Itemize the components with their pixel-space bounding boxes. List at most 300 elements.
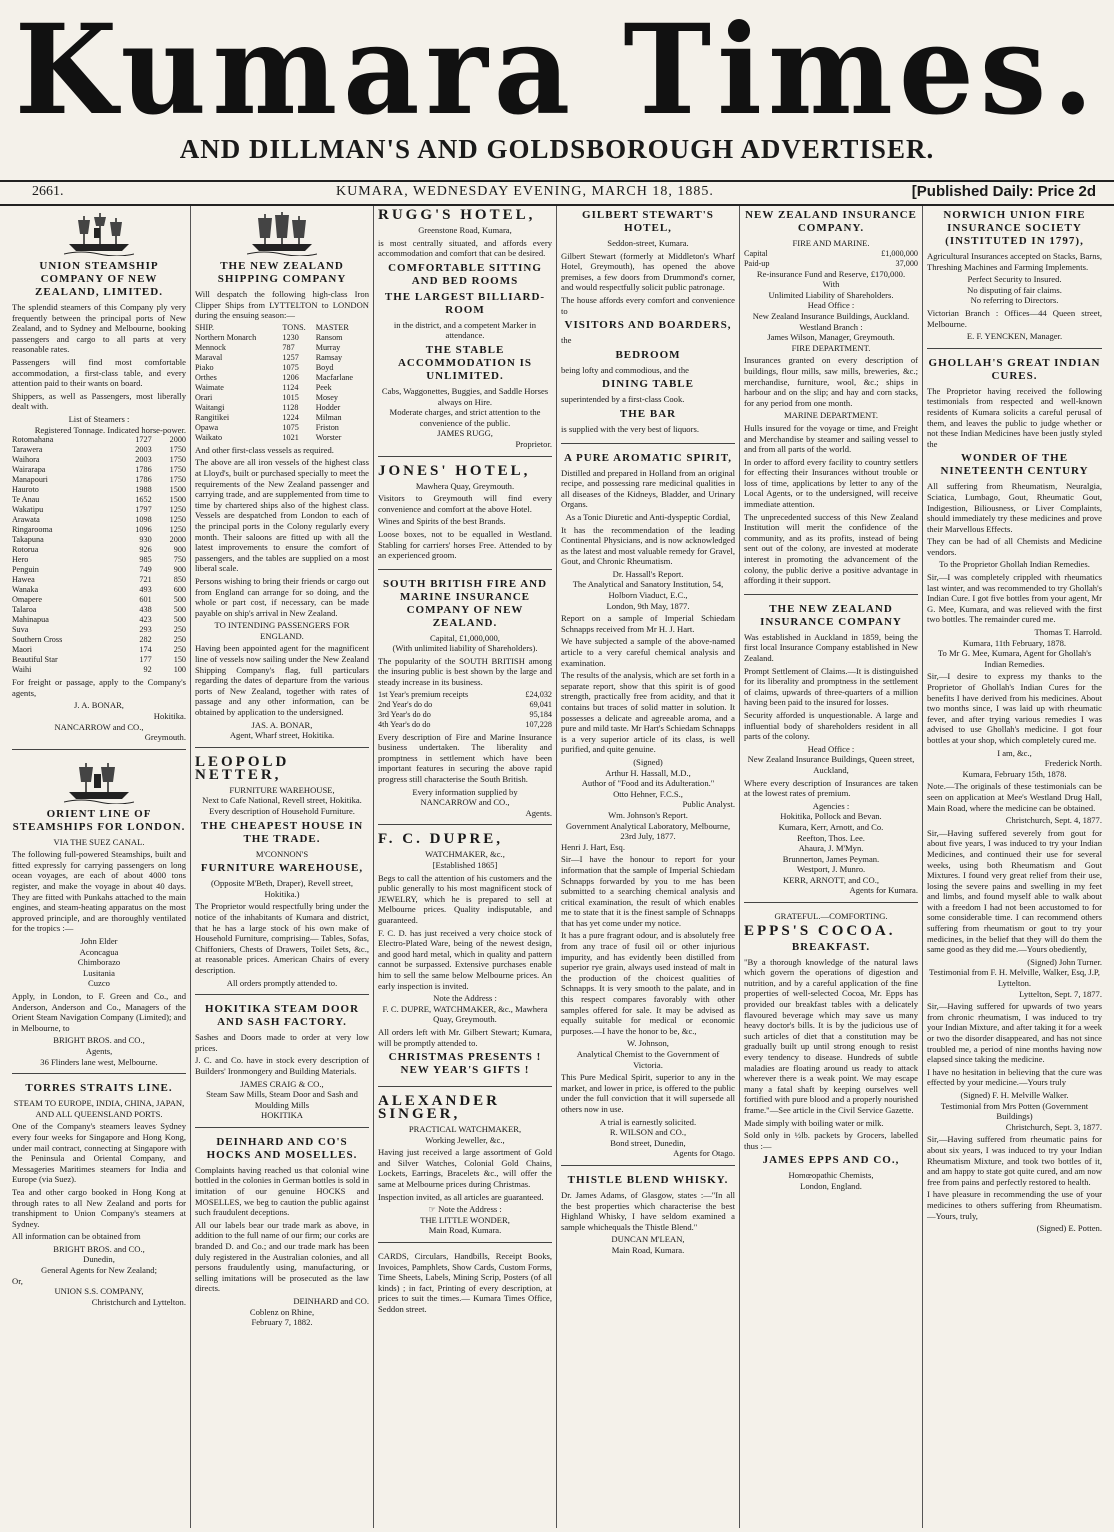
list-item: Chimborazo: [77, 957, 121, 968]
ad-text: The popularity of the SOUTH BRITISH among the insuring public is best shown by the large and steady increase in its business.: [378, 655, 552, 688]
table-cell: Maori: [12, 645, 33, 655]
steamer-row: [12, 525, 186, 535]
agent-location: Christchurch and Lyttelton.: [91, 1296, 186, 1307]
south-british-ad: [378, 578, 552, 826]
table-cell: 174: [139, 645, 152, 655]
table-cell: 1128: [282, 402, 299, 412]
agent-name: UNION S.S. COMPANY,: [54, 1286, 144, 1297]
testimonial-text: Sir,—I desire to express my thanks to the Proprietor of Ghollah's Indian Cures for the benefits I have derived from his medicines. About two months since, I was laid up with rheumatic fever, and after trying various remedies I was advised to use Ghollah's medicine. I got four bottles at your shop, which completely cured me.: [927, 671, 1102, 745]
agent-location: Greymouth.: [144, 732, 186, 743]
table-cell: 1257: [282, 352, 299, 362]
epps-cocoa-ad: [744, 911, 918, 1197]
ad-text: F. C. D. has just received a very choice stock of Electro-Plated Ware, being of the newest design, and good hard metal, which in quality and pattern cannot be surpassed. Extensive purchases enable him to sell the same below Melbourne prices. An early inspection is invited.: [378, 927, 552, 991]
ruggs-hotel-ad: [378, 209, 552, 457]
table-cell: 100: [173, 665, 186, 675]
clipper-row: [195, 393, 369, 403]
thistle-title: THISTLE BLEND WHISKY.: [567, 1173, 729, 1186]
ad-text: The following full-powered Steamships, built and fitted expressly for carrying passengers on long ocean voyages, are each of about 4000 tons register, and make the voyage in about 40 days. They are fitted with Punkahs attached to the main engines, and steam-heating apparatus on the most approved principle, and are thoroughly ventilated for the tropics :—: [12, 849, 186, 934]
table-cell: 749: [139, 565, 152, 575]
premium-row: [378, 690, 552, 700]
column-3: [374, 206, 557, 1528]
table-cell: Northern Monarch: [195, 332, 257, 342]
agent-name: R. WILSON and CO.,: [609, 1127, 687, 1138]
ad-address: James Wilson, Manager, Greymouth.: [767, 332, 895, 343]
ad-date: Kumara, 11th February, 1878.: [962, 637, 1067, 648]
table-cell: Wakatipu: [12, 505, 44, 515]
ad-address: Seddon-street, Kumara.: [607, 238, 689, 248]
table-cell: 2nd Year's do do: [378, 699, 433, 709]
table-cell: 1075: [282, 362, 299, 372]
ad-subheading: TO INTENDING PASSENGERS FOR ENGLAND.: [214, 620, 350, 641]
table-cell: 926: [139, 545, 152, 555]
table-cell: Friston: [315, 422, 339, 432]
ad-text: The splendid steamers of this Company ply very frequently between the principal ports of New Zealand, and to Sydney and Melbourne, booking passengers and cargo to all parts at very reasonable rates.: [12, 302, 186, 355]
table-cell: Takapuna: [12, 535, 44, 545]
ad-text: Every description of Fire and Marine Insurance business undertaken. The liberality and promptness in settlement which have been important features in securing the above rapid progress still characterise the South British.: [378, 731, 552, 785]
ad-subheading: AND ALL QUEENSLAND PORTS.: [35, 1108, 163, 1119]
ad-text: Note.—The originals of these testimonials can be seen on application at Mee's Westland Drug Hall, Main Road, where the medicine can be obtained.: [927, 781, 1102, 813]
ad-address: Mawhera Quay, Greymouth.: [415, 480, 515, 491]
deinhard-ad: [195, 1136, 369, 1334]
table-cell: 250: [173, 625, 186, 635]
agent-name: DUNCAN M'LEAN,: [611, 1234, 685, 1245]
ad-subheading: FIRE AND MARINE.: [792, 238, 870, 248]
list-item: Aconcagua: [79, 946, 119, 957]
ad-address: Main Road, Kumara.: [428, 1225, 502, 1236]
clipper-row: [195, 433, 369, 443]
agent-name: JAMES RUGG,: [437, 428, 493, 439]
table-cell: 1075: [282, 422, 299, 432]
ad-subheading: FURNITURE WAREHOUSE,: [200, 862, 364, 875]
ad-date: Kumara, February 15th, 1878.: [962, 768, 1067, 779]
steamer-row: [12, 635, 186, 645]
table-cell: Hodder: [315, 402, 341, 412]
printing-ad: [378, 1251, 552, 1323]
table-cell: 1750: [169, 475, 186, 485]
table-cell: 4th Year's do do: [378, 719, 431, 729]
table-cell: Suva: [12, 625, 29, 635]
ad-address: (Opposite M'Beth, Draper), Revell street, Hokitika.): [210, 878, 354, 899]
agent-name: JAMES CRAIG & CO.,: [240, 1078, 324, 1089]
ad-text: Head Office :: [807, 300, 855, 311]
column-header: MASTER: [315, 322, 349, 332]
table-cell: 600: [173, 585, 186, 595]
table-cell: Omapere: [12, 595, 43, 605]
agent-address: Bond street, Dunedin,: [610, 1137, 686, 1148]
agent-role: General Agents for New Zealand;: [41, 1265, 157, 1276]
capital-row: [744, 249, 918, 259]
testimonial-text: Sir,—I was completely crippled with rheumatics last winter, and was recommended to try Ghollah's Indian Cure. I got five bottles from your agent, Mr G. Mee, Kumara, and was relieved with the first two bottles. The remainder cured me.: [927, 572, 1102, 625]
ad-date: Christchurch, Sept. 3, 1877.: [1005, 1121, 1102, 1132]
ruggs-title: RUGG'S HOTEL,: [378, 207, 536, 223]
steamer-row: [12, 515, 186, 525]
agent-location: Coblenz on Rhine,: [249, 1306, 315, 1317]
list-item: Westport, J. Munro.: [796, 864, 866, 875]
table-cell: 92: [143, 665, 152, 675]
table-cell: Beautiful Star: [12, 655, 58, 665]
ad-subheading: DINING TABLE: [602, 378, 694, 391]
steamer-row: [12, 455, 186, 465]
agent-name: JAS. A. BONAR,: [251, 719, 313, 730]
table-cell: 900: [173, 565, 186, 575]
signature: Thomas T. Harrold.: [1034, 627, 1102, 638]
ad-text: This Pure Medical Spirit, superior to any in the market, and lower in price, is offered to the public under the full conviction that it will supersede all others now in use.: [561, 1072, 735, 1114]
table-cell: 438: [139, 605, 152, 615]
ad-subheading: VIA THE SUEZ CANAL.: [53, 836, 145, 847]
ad-subheading: WONDER OF THE NINETEENTH CENTURY: [940, 452, 1089, 478]
ad-address: Victorian Branch : Offices—44 Queen street, Melbourne.: [927, 307, 1102, 329]
singer-ad: [378, 1095, 552, 1243]
table-cell: 1727: [135, 435, 152, 445]
ad-text: The house affords every comfort and convenience to: [561, 294, 735, 316]
ad-subheading: THE CHEAPEST HOUSE IN THE TRADE.: [200, 819, 364, 845]
ad-subheading: GRATEFUL.—COMFORTING.: [774, 911, 888, 922]
nz-shipping-title: THE NEW ZEALAND SHIPPING COMPANY: [217, 260, 347, 285]
report-heading: Wm. Johnson's Report.: [608, 809, 688, 820]
orient-line-title: ORIENT LINE OF STEAMSHIPS FOR LONDON.: [12, 807, 186, 833]
ad-text: Or,: [12, 1275, 23, 1286]
agent-name: KERR, ARNOTT, and CO.,: [782, 874, 880, 885]
ad-address: New Zealand Insurance Buildings, Queen street, Auckland,: [747, 754, 915, 775]
agent-address: Agent, Wharf street, Hokitika.: [229, 730, 335, 741]
table-cell: Ramsay: [315, 352, 343, 362]
ad-text: With: [822, 279, 840, 290]
deinhard-title: DEINHARD AND CO'S HOCKS AND MOSELLES.: [206, 1135, 358, 1161]
ad-address: F. C. DUPRE, WATCHMAKER, &c., Mawhera Quay, Greymouth.: [382, 1003, 548, 1025]
steamer-row: [12, 665, 186, 675]
signature: (Signed) F. H. Melville Walker.: [960, 1089, 1069, 1100]
signature: W. Johnson,: [627, 1038, 669, 1049]
table-cell: 850: [173, 575, 186, 585]
column-5: [740, 206, 923, 1528]
list-item: Perfect Security to Insured.: [967, 274, 1062, 285]
table-cell: Rangitikei: [195, 412, 230, 422]
ad-text: is supplied with the very best of liquors.: [561, 423, 699, 434]
table-cell: 2003: [135, 455, 152, 465]
ad-text: Wines and Spirits of the best Brands.: [378, 516, 506, 527]
table-cell: 1988: [135, 485, 152, 495]
signature: Frederick North.: [1044, 758, 1102, 769]
ghollah-title: GHOLLAH'S GREAT INDIAN CURES.: [928, 356, 1101, 382]
steamer-row: [12, 465, 186, 475]
table-cell: 1230: [282, 332, 299, 342]
table-cell: 293: [139, 625, 152, 635]
ad-address: THE LITTLE WONDER,: [420, 1214, 510, 1225]
ghollah-ad: [927, 357, 1102, 1240]
steamer-row: [12, 555, 186, 565]
steamer-row: [12, 445, 186, 455]
table-cell: Waihi: [12, 665, 32, 675]
column-2: [191, 206, 374, 1528]
ad-address: Greenstone Road, Kumara,: [418, 225, 512, 235]
steamer-row: [12, 645, 186, 655]
ad-subheading: STEAM TO EUROPE, INDIA, CHINA, JAPAN,: [13, 1098, 185, 1109]
ad-text: (Signed): [633, 756, 663, 767]
agent-role: Agents for Kumara.: [849, 885, 918, 896]
table-cell: Rotorua: [12, 545, 39, 555]
steamer-list-columns: Registered Tonnage. Indicated horse-power.: [34, 424, 186, 435]
ad-text: "By a thorough knowledge of the natural laws which govern the operations of digestion and nutrition, and by a careful application of the fine properties of well-selected Cocoa, Mr. Epps has provided our breakfast tables with a delicately flavoured beverage which may save us many heavy doctor's bills. It is by the judicious use of such articles of diet that a constitution may be gradually built up until strong enough to resist every tendency to disease. Hundreds of subtle maladies are floating around us ready to attack wherever there is a weak point. We may escape many a fatal shaft by keeping ourselves well fortified with pure blood and a properly nourished frame."—See article in the Civil Service Gazette.: [744, 956, 918, 1115]
testimonial-heading: Testimonial from Mrs Potten (Government Buildings): [940, 1100, 1089, 1122]
ad-text: being lofty and commodious, and the: [561, 364, 689, 375]
table-cell: 900: [173, 545, 186, 555]
ad-text: Unlimited Liability of Shareholders.: [768, 289, 894, 300]
singer-title: ALEXANDER SINGER,: [378, 1093, 501, 1123]
ad-text: Report on a sample of Imperial Schiedam Schnapps received from Mr H. J. Hart.: [561, 613, 735, 634]
dupre-ad: [378, 833, 552, 1087]
steamer-table: [12, 435, 186, 675]
testimonial-text: Sir,—Having suffered severely from gout for about five years, I was induced to try your Indian Medicines, and continued their use for several weeks, using both Rheumatism and Gout Mixtures. I found very great relief from their use, losing the severe pains and swelling in my feet and limbs, and found myself able to walk about with a freedom I had not been accustomed to for some considerable time. I can recommend others suffering from rheumatism or gout to try your medicines, in the belief that they will do them the same good as they did me.—Yours obediently,: [927, 827, 1102, 955]
list-item: Ahaura, J. M'Myn.: [798, 843, 864, 854]
table-cell: Southern Cross: [12, 635, 63, 645]
table-cell: 930: [139, 535, 152, 545]
ad-text: is most centrally situated, and affords every accommodation and comfort that can be desired.: [378, 237, 552, 259]
table-cell: Peek: [315, 382, 332, 392]
mcconnon-title: M'CONNON'S: [255, 848, 309, 859]
steamer-row: [12, 495, 186, 505]
pure-spirit-title: A PURE AROMATIC SPIRIT,: [563, 451, 733, 464]
steamer-row: [12, 565, 186, 575]
testimonial-text: I have no hesitation in believing that the cure was effected by your medicine.—Yours truly: [927, 1066, 1102, 1088]
table-cell: Mennock: [195, 342, 226, 352]
ad-text: One of the Company's steamers leaves Sydney every four weeks for Singapore and Hong Kong, under mail contract, connecting at Singapore with the Peninsula and Oriental Company, and Messageries Maritimes steamers for India and Europe (via Suez).: [12, 1121, 186, 1185]
ad-subheading: THE LARGEST BILLIARD-ROOM: [384, 290, 546, 316]
testimonial-text: Sir,—Having suffered for upwards of two years from chronic rheumatism, I was induced to try your Indian Mixture, and after taking it for a week or two the disorder disappeared, and has not since troubled me, a period of nine months having now elapsed since taking the medicine.: [927, 1001, 1102, 1065]
agent-name: DEINHARD and CO.: [293, 1296, 369, 1306]
column-header: TONS.: [282, 322, 306, 332]
table-cell: 2000: [169, 435, 186, 445]
table-cell: Talaroa: [12, 605, 37, 615]
ad-text: Note the Address :: [438, 1204, 502, 1215]
issue-number: 2661.: [32, 184, 64, 199]
table-cell: 282: [139, 635, 152, 645]
table-cell: Murray: [315, 342, 341, 352]
clipper-table: [195, 323, 369, 443]
table-cell: 37,000: [895, 258, 918, 268]
ad-text: I am, &c.,: [997, 747, 1032, 758]
ad-text: All orders left with Mr. Gilbert Stewart; Kumara, will be promptly attended to.: [378, 1026, 552, 1048]
jones-hotel-ad: [378, 462, 552, 570]
ad-text: in the district, and a competent Marker in attendance.: [393, 319, 537, 341]
table-cell: 1098: [135, 515, 152, 525]
orient-line-ad: [12, 758, 186, 1074]
hokitika-factory-ad: [195, 1003, 369, 1128]
table-cell: 493: [139, 585, 152, 595]
table-cell: Paid-up: [744, 258, 770, 268]
table-cell: 1224: [282, 412, 299, 422]
netter-furniture-ad: [195, 753, 369, 995]
ad-text: (With unlimited liability of Shareholders).: [392, 643, 538, 654]
table-cell: 423: [139, 615, 152, 625]
thistle-whisky-ad: [561, 1174, 735, 1262]
table-cell: 601: [139, 595, 152, 605]
ad-text: Persons wishing to bring their friends or cargo out from England can arrange for so doing, and the whole or part cost, if necessary, can be made payable on ship's arrival in New Zealand.: [195, 575, 369, 618]
clipper-row: [195, 333, 369, 343]
ad-text: All information can be obtained from: [12, 1231, 141, 1242]
capital-table: [744, 249, 918, 269]
ad-text: Gilbert Stewart (formerly at Middleton's Wharf Hotel, Greymouth), has opened the above premises, a few doors from Drummond's corner, and would respectfully solicit public patronage.: [561, 250, 735, 293]
ad-text: The unprecedented success of this New Zealand Institution will merit the confidence of the community, and as its profits, instead of being sent out of the colony, are invested at moderate interest in promoting the advancement of the colony, the public derive a positive advantage in affording it their support.: [744, 511, 918, 586]
table-cell: £24,032: [525, 689, 552, 699]
testimonial-heading: To the Proprietor Ghollah Indian Remedies.: [939, 559, 1090, 570]
agent-role: Agents for Otago.: [673, 1148, 735, 1159]
premium-row: [378, 710, 552, 720]
newspaper-subtitle: AND DILLMAN'S AND GOLDSBOROUGH ADVERTISER.: [179, 134, 935, 164]
ad-text: CARDS, Circulars, Handbills, Receipt Books, Invoices, Pamphlets, Show Cards, Custom Forms, Time Sheets, Labels, Mining Scrip, Posters (of all kinds) ; in fact, Printing of every description, at prices to suit the times.— Kumara Times Office, Seddon street.: [378, 1251, 552, 1314]
table-cell: Opawa: [195, 422, 219, 432]
table-cell: 69,041: [529, 699, 552, 709]
ad-text: Was established in Auckland in 1859, being the first local Insurance Company established in New Zealand.: [744, 631, 918, 663]
ad-text: Shippers, as well as Passengers, most liberally dealt with.: [12, 390, 186, 412]
table-cell: 95,184: [529, 709, 552, 719]
clipper-row: [195, 373, 369, 383]
ad-text: Dr. James Adams, of Glasgow, states :—"In all the best properties which characterise the best Highland Whisky, I have seldom examined a sample whichequals the Thistle Blend.": [561, 1189, 735, 1232]
ad-text: Westland Branch :: [799, 321, 863, 332]
ad-subheading: FIRE DEPARTMENT.: [791, 342, 871, 353]
ad-text: Insurances granted on every description of buildings, flour mills, saw mills, breweries, &c.; merchandise, furniture, wool, &c.; ships in harbour and on the slip; and hay and corn stacks, for any period from one month.: [744, 355, 918, 408]
ad-text: Security afforded is unquestionable. A large and influential body of shareholders resident in all parts of the colony.: [744, 709, 918, 742]
ad-subheading: FURNITURE WAREHOUSE,: [229, 784, 335, 795]
ad-subheading: MARINE DEPARTMENT.: [783, 410, 879, 421]
column-4: [557, 206, 740, 1528]
table-cell: 1750: [169, 445, 186, 455]
ad-text: We have subjected a sample of the above-named article to a very careful chemical analysis and examination.: [561, 636, 735, 668]
ad-text: Prompt Settlement of Claims.—It is distinguished for its liberality and promptness in the settlement of claims, upwards of three-quarters of a million having been paid to the insured for losses.: [744, 665, 918, 708]
columns: [8, 206, 1108, 1528]
agent-role: Agents.: [525, 807, 552, 818]
agent-location: Dunedin,: [83, 1254, 115, 1265]
steamer-row: [12, 545, 186, 555]
ad-text: Capital, £1,000,000,: [430, 632, 500, 643]
column-6: [923, 206, 1106, 1528]
table-cell: 1250: [169, 525, 186, 535]
nz-shipping-ad: [195, 210, 369, 748]
agent-name: NANCARROW and CO.,: [54, 721, 144, 732]
issue-date: KUMARA, WEDNESDAY EVENING, MARCH 18, 1885.: [336, 184, 714, 199]
clipper-row: [195, 343, 369, 353]
agent-role: Homœopathic Chemists,: [788, 1170, 874, 1181]
agencies-list: [744, 811, 918, 875]
pointing-hand-icon: ☞ Note the Address :: [428, 1204, 502, 1215]
ad-date: February 7, 1882.: [251, 1317, 313, 1328]
torres-straits-ad: [12, 1082, 186, 1313]
ship-illustration-icon: [247, 210, 317, 256]
hokitika-title: HOKITIKA STEAM DOOR AND SASH FACTORY.: [204, 1003, 360, 1029]
price-note: [Published Daily: Price 2d: [911, 183, 1096, 200]
ad-text: the: [561, 335, 572, 346]
agent-location: London, England.: [800, 1180, 862, 1191]
ship-illustration-icon: [64, 210, 134, 256]
union-steamship-ad: [12, 210, 186, 750]
ad-text: A trial is earnestly solicited.: [599, 1116, 697, 1127]
table-cell: 985: [139, 555, 152, 565]
table-cell: Waikato: [195, 432, 223, 442]
ad-subheading: PRACTICAL WATCHMAKER,: [408, 1124, 522, 1135]
table-cell: 1124: [282, 382, 299, 392]
ad-subheading: BREAKFAST.: [791, 940, 871, 953]
premium-row: [378, 720, 552, 730]
ad-text: superintended by a first-class Cook.: [561, 394, 685, 405]
ad-subheading: Working Jeweller, &c.,: [425, 1134, 505, 1145]
table-cell: Piako: [195, 362, 214, 372]
ad-address: The Analytical and Sanatory Institution, 54, Holborn Viaduct, E.C.,: [572, 579, 724, 601]
table-cell: 500: [173, 615, 186, 625]
table-cell: Mosey: [315, 392, 338, 402]
steamer-row: [12, 655, 186, 665]
ad-text: As a Tonic Diuretic and Anti-dyspeptic Cordial,: [565, 511, 731, 522]
ad-text: The Proprietor would respectfully bring under the notice of the inhabitants of Kumara and district, that he has a large stock of his own make of Household Furniture, comprising— Tables, Sofas, Chiffoniers, Chests of Drawers, Toilet Sets, &c., at reasonable prices. American Chairs of every description.: [195, 901, 369, 975]
ad-text: It has a pure fragrant odour, and is absolutely free from any trace of fusil oil or other injurious impurity, and has evidently been distilled from superior rye grain, always used instead of malt in the production of the choicest qualities of Schnapps. It is very smooth to the palate, and in this respect compares favorably with other samples offered for sale. It may be advised as equally suitable for medical or economic purposes.—I have the honor to be, &c.,: [561, 930, 735, 1036]
steamer-row: [12, 625, 186, 635]
ad-text: Passengers will find most comfortable accommodation, a first-class table, and every attention paid to their wants on board.: [12, 356, 186, 389]
norwich-union-ad: [927, 209, 1102, 349]
table-cell: Te Anau: [12, 495, 40, 505]
ad-text: Agricultural Insurances accepted on Stacks, Barns, Threshing Machines and Farming Implements.: [927, 251, 1102, 272]
table-cell: 1015: [282, 392, 299, 402]
south-british-title: SOUTH BRITISH FIRE AND MARINE INSURANCE COMPANY OF NEW ZEALAND.: [382, 577, 548, 629]
table-cell: Orari: [195, 392, 213, 402]
signature: (Signed) John Turner.: [1027, 956, 1102, 967]
list-item: Lusitania: [83, 967, 115, 978]
ad-text: Inspection invited, as all articles are guaranteed.: [378, 1191, 544, 1202]
steamer-row: [12, 535, 186, 545]
steamer-row: [12, 585, 186, 595]
ad-subheading: CHRISTMAS PRESENTS ! NEW YEAR'S GIFTS !: [388, 1051, 542, 1077]
agent-role: Proprietor.: [515, 438, 552, 449]
agent-name: BRIGHT BROS. and CO.,: [53, 1035, 145, 1046]
column-header: SHIP.: [195, 322, 214, 332]
table-cell: 1st Year's premium receipts: [378, 689, 469, 699]
column-1: [8, 206, 191, 1528]
table-cell: 1096: [135, 525, 152, 535]
ad-text: All orders promptly attended to.: [226, 977, 338, 988]
clipper-row: [195, 363, 369, 373]
signature: Analytical Chemist to the Government of Victoria.: [576, 1049, 720, 1070]
ad-text: Complaints having reached us that colonial wine bottled in the colonies in German bottles is sold in imitation of our genuine HOCKS and MOSELLES, we beg to caution the public against such fraudulent deceptions.: [195, 1164, 369, 1218]
table-cell: 721: [139, 575, 152, 585]
table-cell: Boyd: [315, 362, 334, 372]
table-cell: Wanaka: [12, 585, 39, 595]
table-cell: Arawata: [12, 515, 40, 525]
table-cell: Mahinapua: [12, 615, 49, 625]
ad-text: Loose boxes, not to be equalled in Westland. Stabling for carriers' horses Free. Attended to by an experienced groom.: [378, 528, 552, 561]
ad-text: [Established 1865]: [432, 860, 498, 870]
ad-text: In order to afford every facility to country settlers for effecting their Insurances without trouble or loss of time, applications by letter to any of the Local Agents, or to the undersigned, will receive immediate attention.: [744, 456, 918, 510]
ad-date: Christchurch, Sept. 4, 1877.: [1005, 815, 1102, 826]
epps-title: EPPS'S COCOA.: [744, 922, 896, 939]
ad-text: Every description of Household Furniture.: [209, 806, 355, 816]
nz-insurance-company-title: THE NEW ZEALAND INSURANCE COMPANY: [760, 602, 902, 628]
ad-text: All our labels bear our trade mark as above, in addition to the full name of our firm; our corks are branded D. and Co.; and our trade mark has been duly registered in the Australian colonies, and all persons fraudulently using, manufacturing, or selling imitations will be prosecuted as the law directs.: [195, 1219, 369, 1294]
table-cell: 1652: [135, 495, 152, 505]
ad-text: Henri J. Hart, Esq.: [561, 841, 625, 852]
ad-address: Government Analytical Laboratory, Melbourne, 23rd July, 1877.: [565, 820, 731, 842]
ad-date: London, 9th May, 1877.: [606, 600, 690, 611]
list-item: Brunnerton, James Peyman.: [782, 853, 880, 864]
table-cell: 787: [282, 342, 295, 352]
nz-insurance-title: NEW ZEALAND INSURANCE COMPANY.: [745, 209, 917, 234]
ad-text: They can be had of all Chemists and Medicine vendors.: [927, 536, 1102, 557]
table-cell: 177: [139, 655, 152, 665]
report-heading: Dr. Hassall's Report.: [612, 568, 684, 579]
ad-subheading: THE STABLE ACCOMMODATION IS UNLIMITED.: [397, 343, 533, 382]
steamer-row: [12, 575, 186, 585]
list-item: No disputing of fair claims.: [967, 284, 1062, 295]
table-cell: 1750: [169, 455, 186, 465]
agent-name: BRIGHT BROS. and CO.,: [53, 1243, 145, 1254]
capital-row: [744, 259, 918, 269]
steamer-list-heading: List of Steamers :: [68, 413, 130, 424]
